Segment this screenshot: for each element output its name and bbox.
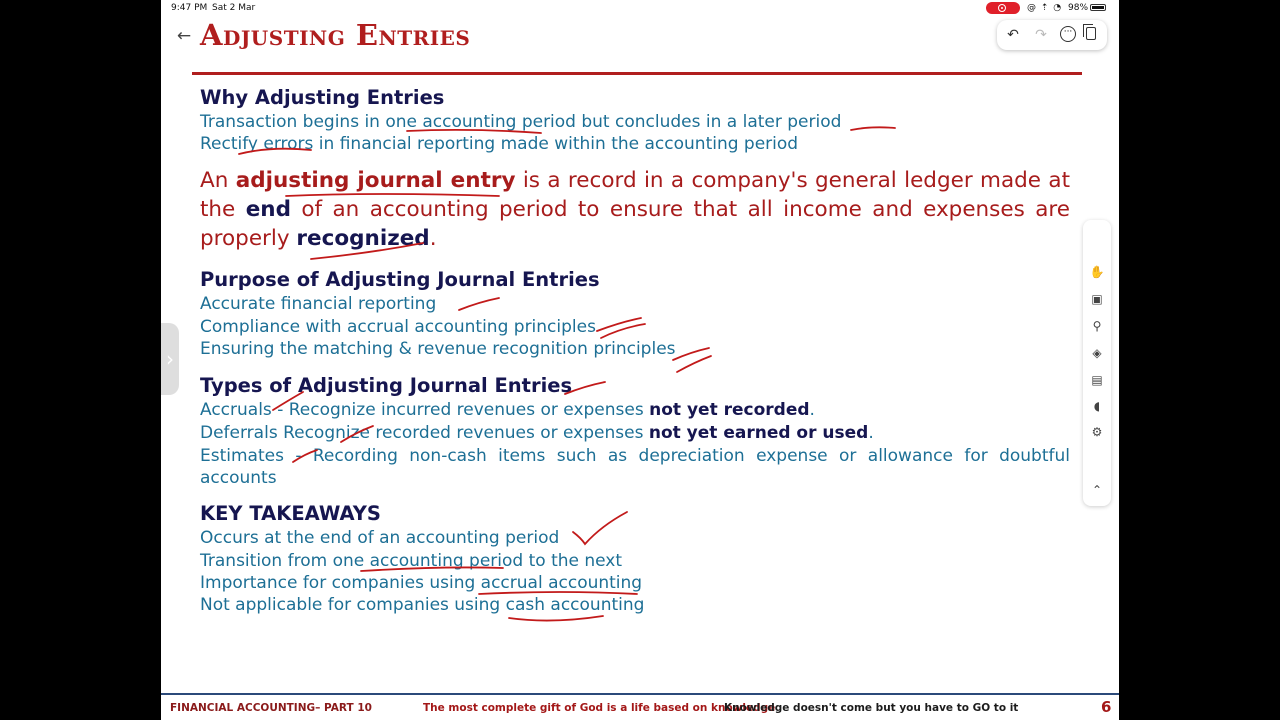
top-toolbar <box>997 20 1107 50</box>
page-number: 6 <box>1101 698 1112 716</box>
ink-dash <box>677 356 711 372</box>
why-item: Transaction begins in one accounting period but concludes in a later period <box>200 112 842 132</box>
type-text: . <box>809 400 815 420</box>
ink-dash <box>597 318 641 331</box>
back-button[interactable] <box>173 25 195 47</box>
microphone-icon[interactable]: ◖ <box>1093 399 1101 413</box>
status-time: 9:47 PM <box>171 3 208 13</box>
ellipsis-icon: ··· <box>1063 27 1073 37</box>
type-deferrals <box>200 423 874 443</box>
footer-quote-2: Knowledge doesn't come but you have to GO to it <box>724 702 1019 714</box>
ink-dash <box>459 298 499 310</box>
takeaway-item: Occurs at the end of an accounting period <box>200 528 560 548</box>
definition-text: An <box>200 168 236 193</box>
definition-text: of an accounting period to ensure that all income and expenses are properly <box>200 197 1070 251</box>
ruler-tool-icon[interactable]: ▤ <box>1091 373 1103 387</box>
footer-divider <box>161 693 1119 695</box>
type-accruals <box>200 400 815 420</box>
definition-text: . <box>429 226 437 251</box>
definition-paragraph <box>200 166 1070 253</box>
status-date: Sat 2 Mar <box>212 3 256 13</box>
type-emphasis: not yet recorded <box>649 400 810 420</box>
takeaway-item: Importance for companies using accrual accounting <box>200 573 643 593</box>
slide-title: Adjusting Entries <box>200 18 471 52</box>
side-tool-palette <box>1083 220 1111 506</box>
purpose-heading: Purpose of Adjusting Journal Entries <box>200 268 600 291</box>
signal-wifi-icons: @ ⇡ ◔ <box>1027 3 1063 13</box>
pages-icon[interactable] <box>1086 27 1096 40</box>
definition-text: is a record in a company's general ledger made at the <box>200 168 1070 222</box>
redo-button[interactable] <box>1031 25 1051 45</box>
battery-icon <box>1090 4 1106 11</box>
definition-term: adjusting journal entry <box>235 168 516 193</box>
image-tool-icon[interactable]: ▣ <box>1091 292 1103 306</box>
battery-percent: 98% <box>1068 3 1089 13</box>
definition-end: end <box>245 197 291 222</box>
chevron-up-icon[interactable]: ⌃ <box>1091 483 1103 497</box>
ink-dash <box>601 324 645 338</box>
purpose-item: Ensuring the matching & revenue recognition principles <box>200 339 676 359</box>
ink-dash <box>851 127 895 130</box>
redo-icon: ↷ <box>1035 27 1047 43</box>
type-text: Accruals - Recognize incurred revenues or expenses <box>200 400 650 420</box>
screen-recording-indicator[interactable] <box>986 2 1020 14</box>
purpose-item: Compliance with accrual accounting principles <box>200 317 596 337</box>
why-item: Rectify errors in financial reporting made within the accounting period <box>200 134 799 154</box>
chevron-right-icon: › <box>166 347 174 371</box>
status-bar <box>161 0 1119 16</box>
ink-check <box>573 512 627 544</box>
footer-course: FINANCIAL ACCOUNTING– PART 10 <box>170 702 372 714</box>
takeaways-heading: KEY TAKEAWAYS <box>200 502 381 525</box>
ink-dash <box>673 348 709 360</box>
takeaway-item: Not applicable for companies using cash accounting <box>200 595 645 615</box>
title-divider <box>192 72 1082 75</box>
record-icon <box>998 4 1006 12</box>
footer-quote: The most complete gift of God is a life based on knowledge <box>423 702 776 714</box>
purpose-item: Accurate financial reporting <box>200 294 437 314</box>
type-emphasis: not yet earned or used <box>648 423 869 443</box>
type-text: . <box>868 423 874 443</box>
types-heading: Types of Adjusting Journal Entries <box>200 374 573 397</box>
arrow-left-icon: ← <box>176 26 192 46</box>
eraser-tool-icon[interactable]: ◈ <box>1092 346 1102 360</box>
battery-fill <box>1092 6 1104 9</box>
ink-underline <box>509 616 603 621</box>
definition-recognized: recognized <box>296 226 430 251</box>
undo-icon: ↶ <box>1007 27 1019 43</box>
type-estimates: Estimates - Recording non-cash items such as depreciation expense or allowance for doubtful accounts <box>200 446 1070 488</box>
more-button[interactable] <box>1060 26 1076 42</box>
why-heading: Why Adjusting Entries <box>200 86 445 109</box>
hand-tool-icon[interactable]: ✋ <box>1089 265 1105 279</box>
link-tool-icon[interactable]: ⚲ <box>1092 319 1102 333</box>
type-text: Deferrals Recognize recorded revenues or expenses <box>200 423 649 443</box>
undo-button[interactable] <box>1003 25 1023 45</box>
takeaway-item: Transition from one accounting period to the next <box>200 551 623 571</box>
sidebar-handle[interactable] <box>161 323 179 395</box>
tablet-screen <box>161 0 1119 720</box>
settings-gear-icon[interactable]: ⚙ <box>1091 425 1103 439</box>
